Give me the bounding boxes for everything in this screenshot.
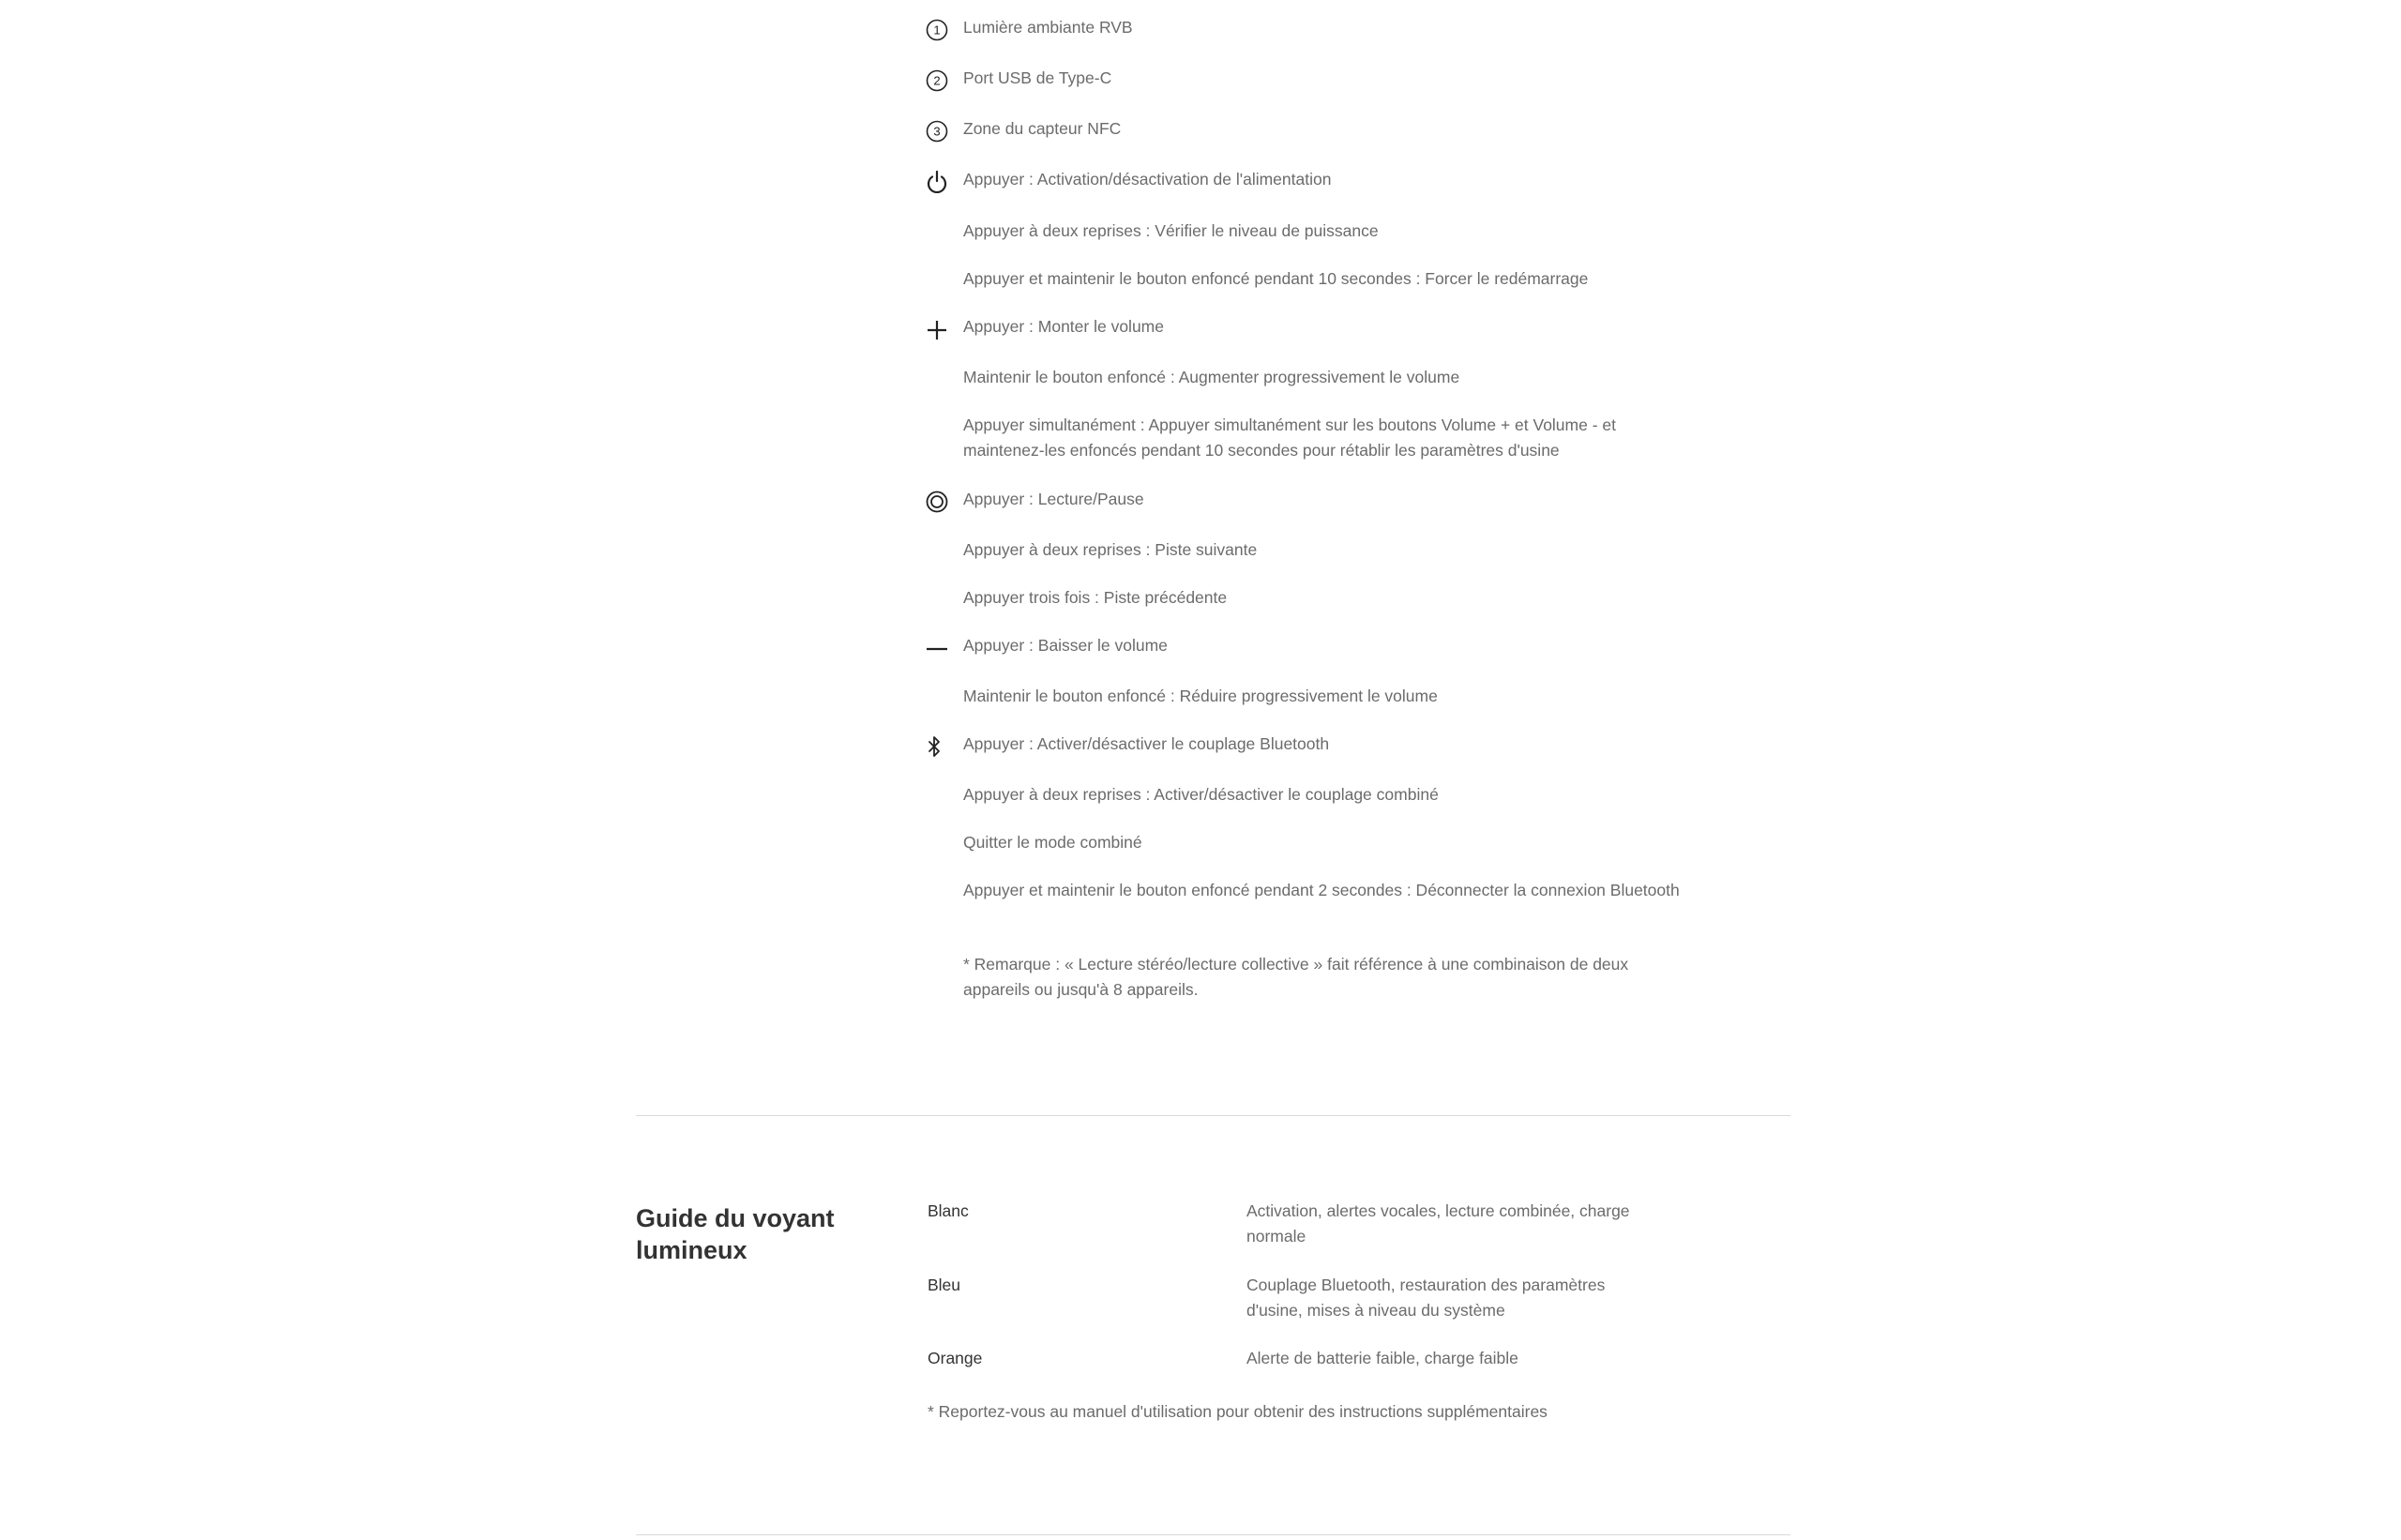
light-description-blue: Couplage Bluetooth, restauration des paramètres d'usine, mises à niveau du système	[1246, 1276, 1606, 1320]
light-color-blue: Bleu	[928, 1276, 961, 1294]
control-text: Appuyer : Baisser le volume	[963, 636, 1168, 655]
control-text: Appuyer à deux reprises : Piste suivante	[963, 540, 1258, 559]
svg-text:2: 2	[933, 73, 941, 88]
circled-number-1-icon	[924, 15, 950, 41]
control-text: Appuyer trois fois : Piste précédente	[963, 588, 1228, 607]
svg-text:1: 1	[933, 23, 941, 38]
light-description-orange: Alerte de batterie faible, charge faible	[1246, 1349, 1518, 1367]
light-color-orange: Orange	[928, 1349, 983, 1367]
light-description-white: Activation, alertes vocales, lecture combinée, charge normale	[1246, 1201, 1630, 1246]
control-text: Appuyer : Monter le volume	[963, 317, 1164, 336]
light-guide-title: Guide du voyant lumineux	[636, 1204, 835, 1264]
section-divider	[636, 1115, 1790, 1116]
control-text: Port USB de Type-C	[963, 68, 1112, 87]
control-text: Maintenir le bouton enfoncé : Réduire progressivement le volume	[963, 687, 1438, 705]
circled-number-2-icon	[924, 66, 950, 92]
light-color-white: Blanc	[928, 1201, 969, 1220]
bluetooth-icon	[924, 732, 950, 758]
control-text: Appuyer à deux reprises : Vérifier le niveau de puissance	[963, 221, 1379, 240]
control-text: Appuyer à deux reprises : Activer/désactiver le couplage combiné	[963, 785, 1439, 804]
control-text: Appuyer : Activation/désactivation de l'alimentation	[963, 170, 1332, 189]
control-text: Maintenir le bouton enfoncé : Augmenter progressivement le volume	[963, 368, 1460, 386]
remark-text: * Remarque : « Lecture stéréo/lecture collective » fait référence à une combinaison de deux appareils ou jusqu'à 8 appareils.	[963, 955, 1629, 999]
play-pause-ring-icon	[924, 487, 950, 513]
control-text: Quitter le mode combiné	[963, 833, 1142, 852]
control-text: Appuyer et maintenir le bouton enfoncé pendant 10 secondes : Forcer le redémarrage	[963, 269, 1589, 288]
section-divider-bottom	[636, 1534, 1790, 1535]
control-text: Appuyer : Lecture/Pause	[963, 490, 1144, 508]
minus-icon	[924, 633, 950, 659]
control-text: Appuyer : Activer/désactiver le couplage Bluetooth	[963, 734, 1330, 753]
control-text: Lumière ambiante RVB	[963, 18, 1133, 37]
light-guide-note: * Reportez-vous au manuel d'utilisation pour obtenir des instructions supplémentaires	[928, 1402, 1548, 1421]
control-text: Appuyer et maintenir le bouton enfoncé pendant 2 secondes : Déconnecter la connexion Bluetooth	[963, 881, 1680, 899]
svg-text:3: 3	[933, 124, 941, 139]
circled-number-3-icon	[924, 116, 950, 143]
plus-icon	[924, 314, 950, 340]
control-text: Appuyer simultanément : Appuyer simultanément sur les boutons Volume + et Volume - et maintenez-les enfoncés pendant 10 secondes pour rétablir les paramètres d'usine	[963, 415, 1617, 460]
control-text: Zone du capteur NFC	[963, 119, 1122, 138]
power-icon	[924, 167, 950, 193]
